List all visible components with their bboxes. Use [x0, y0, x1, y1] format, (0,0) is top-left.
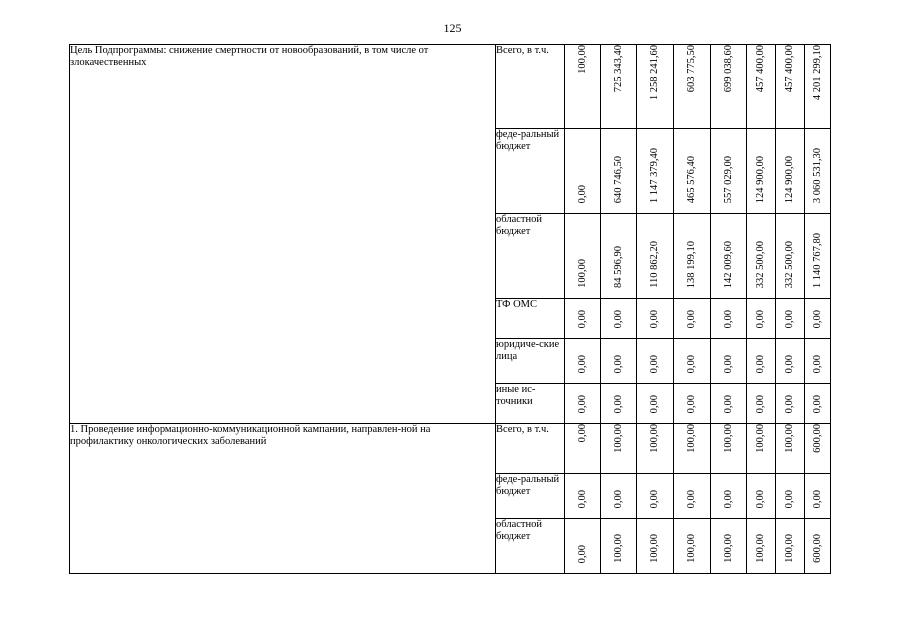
value-cell — [747, 519, 776, 574]
value-text: 0,00 — [722, 489, 734, 508]
value-text: 0,00 — [784, 309, 795, 328]
value-text: 600,00 — [811, 534, 823, 563]
value-cell — [601, 474, 637, 519]
value-cell — [637, 424, 674, 474]
value-cell — [711, 129, 747, 214]
value-text: 0,00 — [612, 309, 624, 328]
value-text: 0,00 — [576, 309, 588, 328]
funding-source-cell: областной бюджет — [496, 214, 565, 299]
goal-cell: Цель Подпрограммы: снижение смертности от новообразований, в том числе от злокачественных — [70, 45, 496, 424]
value-text: 0,00 — [811, 394, 823, 413]
value-text: 138 199,10 — [686, 240, 697, 288]
value-cell — [565, 384, 601, 424]
value-cell — [637, 45, 674, 129]
value-text: 100,00 — [612, 424, 624, 453]
value-cell — [565, 214, 601, 299]
value-text: 725 343,40 — [612, 45, 624, 93]
value-cell — [747, 45, 776, 129]
value-cell — [747, 214, 776, 299]
value-text: 699 038,60 — [722, 45, 734, 93]
value-text: 1 147 379,40 — [649, 147, 660, 203]
value-cell — [711, 384, 747, 424]
value-text: 100,00 — [755, 424, 766, 453]
funding-source-cell: Всего, в т.ч. — [496, 45, 565, 129]
value-text: 0,00 — [612, 354, 624, 373]
value-text: 3 060 531,30 — [811, 147, 823, 203]
value-cell — [711, 519, 747, 574]
value-cell — [747, 129, 776, 214]
value-text: 0,00 — [784, 354, 795, 373]
value-cell — [776, 299, 805, 339]
value-cell — [601, 339, 637, 384]
value-text: 100,00 — [722, 424, 734, 453]
value-cell — [565, 424, 601, 474]
value-cell — [747, 424, 776, 474]
value-cell — [776, 45, 805, 129]
value-cell — [637, 474, 674, 519]
value-text: 0,00 — [612, 394, 624, 413]
value-cell — [805, 474, 831, 519]
value-cell — [776, 474, 805, 519]
value-cell — [637, 519, 674, 574]
value-cell — [805, 45, 831, 129]
value-cell — [776, 214, 805, 299]
value-cell — [805, 424, 831, 474]
value-text: 0,00 — [612, 489, 624, 508]
value-cell — [601, 299, 637, 339]
value-text: 0,00 — [755, 309, 766, 328]
value-cell — [674, 384, 711, 424]
value-cell — [805, 214, 831, 299]
value-cell — [674, 214, 711, 299]
value-cell — [637, 129, 674, 214]
value-cell — [601, 214, 637, 299]
value-cell — [674, 339, 711, 384]
value-cell — [601, 129, 637, 214]
value-text: 0,00 — [755, 354, 766, 373]
value-text: 100,00 — [612, 534, 624, 563]
value-text: 0,00 — [755, 394, 766, 413]
funding-source-cell: областной бюджет — [496, 519, 565, 574]
value-cell — [565, 45, 601, 129]
value-text: 100,00 — [649, 424, 660, 453]
value-text: 332 500,00 — [755, 240, 766, 288]
value-text: 0,00 — [686, 394, 697, 413]
value-cell — [711, 214, 747, 299]
value-text: 100,00 — [722, 534, 734, 563]
value-text: 100,00 — [686, 424, 697, 453]
value-cell — [747, 384, 776, 424]
value-text: 0,00 — [576, 354, 588, 373]
funding-source-cell: ТФ ОМС — [496, 299, 565, 339]
value-cell — [601, 45, 637, 129]
funding-source-cell: феде-ральный бюджет — [496, 129, 565, 214]
value-cell — [601, 424, 637, 474]
value-cell — [747, 299, 776, 339]
value-cell — [674, 129, 711, 214]
value-text: 0,00 — [576, 424, 588, 443]
goal-cell: 1. Проведение информационно-коммуникационной кампании, направлен-ной на профилактику онкологических заболеваний — [70, 424, 496, 574]
value-text: 0,00 — [576, 394, 588, 413]
value-text: 603 775,50 — [686, 45, 697, 93]
value-text: 100,00 — [576, 259, 588, 288]
value-text: 0,00 — [576, 184, 588, 203]
value-text: 142 009,60 — [722, 240, 734, 288]
value-text: 332 500,00 — [784, 240, 795, 288]
value-text: 0,00 — [576, 544, 588, 563]
value-text: 0,00 — [784, 394, 795, 413]
value-cell — [747, 474, 776, 519]
value-text: 0,00 — [649, 309, 660, 328]
value-cell — [776, 129, 805, 214]
value-cell — [711, 339, 747, 384]
table-row — [70, 424, 885, 474]
funding-source-cell: феде-ральный бюджет — [496, 474, 565, 519]
value-cell — [674, 299, 711, 339]
value-text: 100,00 — [649, 534, 660, 563]
value-cell — [637, 339, 674, 384]
value-text: 457 400,00 — [755, 45, 766, 93]
value-cell — [805, 519, 831, 574]
funding-source-cell: Всего, в т.ч. — [496, 424, 565, 474]
value-text: 0,00 — [722, 354, 734, 373]
value-text: 0,00 — [686, 309, 697, 328]
value-cell — [776, 519, 805, 574]
value-cell — [565, 519, 601, 574]
value-text: 0,00 — [722, 309, 734, 328]
value-text: 100,00 — [686, 534, 697, 563]
value-text: 124 900,00 — [784, 155, 795, 203]
value-text: 100,00 — [784, 424, 795, 453]
value-text: 1 140 767,80 — [811, 232, 823, 288]
value-cell — [674, 474, 711, 519]
value-text: 0,00 — [576, 489, 588, 508]
value-cell — [805, 299, 831, 339]
value-cell — [674, 519, 711, 574]
value-text: 110 862,20 — [649, 241, 660, 288]
value-text: 0,00 — [649, 394, 660, 413]
table-row — [70, 45, 885, 129]
value-text: 0,00 — [649, 354, 660, 373]
value-cell — [776, 424, 805, 474]
value-text: 100,00 — [755, 534, 766, 563]
value-text: 100,00 — [576, 45, 588, 74]
value-text: 600,00 — [811, 424, 823, 453]
value-cell — [711, 424, 747, 474]
value-text: 1 258 241,60 — [649, 45, 660, 101]
value-cell — [601, 384, 637, 424]
value-cell — [565, 474, 601, 519]
value-text: 0,00 — [722, 394, 734, 413]
value-cell — [565, 339, 601, 384]
value-text: 0,00 — [649, 489, 660, 508]
value-text: 0,00 — [811, 489, 823, 508]
value-cell — [601, 519, 637, 574]
value-cell — [805, 339, 831, 384]
value-cell — [565, 129, 601, 214]
value-text: 84 596,90 — [612, 246, 624, 288]
value-cell — [805, 384, 831, 424]
value-text: 4 201 299,10 — [811, 45, 823, 101]
value-cell — [776, 384, 805, 424]
value-cell — [637, 384, 674, 424]
value-cell — [711, 45, 747, 129]
value-cell — [711, 474, 747, 519]
value-text: 0,00 — [811, 309, 823, 328]
value-text: 640 746,50 — [612, 155, 624, 203]
value-cell — [674, 45, 711, 129]
value-cell — [776, 339, 805, 384]
value-cell — [674, 424, 711, 474]
value-text: 100,00 — [784, 534, 795, 563]
value-text: 0,00 — [686, 354, 697, 373]
page-number: 125 — [443, 21, 462, 35]
value-text: 457 400,00 — [784, 45, 795, 93]
value-cell — [747, 339, 776, 384]
value-text: 0,00 — [686, 489, 697, 508]
value-text: 465 576,40 — [686, 155, 697, 203]
value-cell — [637, 214, 674, 299]
value-cell — [805, 129, 831, 214]
funding-source-cell: юридиче-ские лица — [496, 339, 565, 384]
value-text: 0,00 — [755, 489, 766, 508]
value-text: 557 029,00 — [722, 155, 734, 203]
budget-table — [69, 44, 885, 574]
funding-source-cell: иные ис-точники — [496, 384, 565, 424]
value-cell — [565, 299, 601, 339]
value-text: 124 900,00 — [755, 155, 766, 203]
value-cell — [637, 299, 674, 339]
value-text: 0,00 — [784, 489, 795, 508]
value-cell — [711, 299, 747, 339]
value-text: 0,00 — [811, 354, 823, 373]
